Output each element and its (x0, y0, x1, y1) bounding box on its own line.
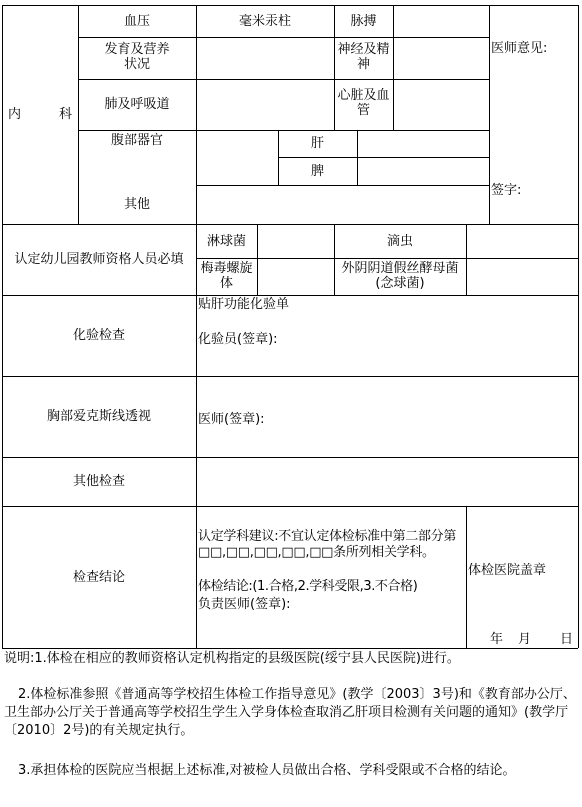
note-1: 说明:1.体检在相应的教师资格认定机构指定的县级医院(绥宁县人民医院)进行。 (4, 651, 460, 666)
lab-tester-signature: 化验员(签章): (198, 332, 278, 347)
neuro-label: 神经及精 神 (337, 42, 390, 72)
note-2: 2.体检标准参照《普通高等学校招生体检工作指导意见》(教学〔2003〕3号)和《教育部办公厅、卫生部办公厅关于普通高等学校招生学生入学身体检查取消乙肝项目检测有关问题的通知》(教学厅〔2010〕2号)的有关规定执行。 (4, 687, 576, 738)
development-label: 发育及营养 状况 (104, 42, 170, 72)
xray-label: 胸部爱克斯线透视 (46, 409, 151, 424)
blood-pressure-label: 血压 (123, 13, 150, 29)
subject-suggestion: 认定学科建议:不宜认定体检标准中第二部分第□□,□□,□□,□□,□□条所列相关学科。 (198, 529, 457, 560)
candida-label: 外阴阴道假丝酵母菌 (念球菌) (341, 261, 459, 291)
xray-doctor-signature: 医师(签章): (198, 412, 265, 427)
divider (196, 185, 489, 186)
other-exam-label: 其他检查 (72, 474, 125, 489)
conclusion-label: 检查结论 (72, 569, 125, 585)
heart-label: 心脏及血 管 (337, 88, 390, 118)
pulse-label: 脉搏 (350, 13, 377, 29)
abdomen-label: 腹部器官 (110, 133, 163, 148)
lab-label: 化验检查 (72, 328, 125, 343)
date-day: 日 (560, 632, 574, 647)
date-month: 月 (518, 632, 532, 647)
note-3: 3.承担体检的医院应当根据上述标准,对被检人员做出合格、学科受限或不合格的结论。 (18, 763, 516, 778)
trichomonas-label: 滴虫 (386, 233, 413, 249)
divider (466, 224, 467, 295)
divider (196, 5, 197, 648)
lab-attach-text: 贴肝功能化验单 (198, 297, 290, 312)
treponema-label: 梅毒螺旋 体 (200, 261, 253, 291)
hospital-seal-label: 体检医院盖章 (468, 563, 547, 578)
exam-result: 体检结论:(1.合格,2.学科受限,3.不合格) (198, 579, 418, 594)
signature-label: 签字: (491, 183, 522, 198)
divider (196, 258, 578, 259)
divider (466, 506, 467, 648)
divider (78, 37, 489, 38)
bp-unit-label: 毫米汞柱 (238, 13, 291, 29)
internal-label-left: 内 (8, 107, 22, 122)
doctor-opinion-label: 医师意见: (491, 41, 548, 56)
border-right (578, 5, 579, 648)
internal-label-right: 科 (59, 107, 73, 122)
divider (257, 224, 258, 295)
date-year: 年 (490, 632, 504, 647)
other-label: 其他 (123, 197, 150, 212)
divider (489, 5, 490, 224)
responsible-doctor-signature: 负责医师(签章): (198, 597, 291, 612)
liver-label: 肝 (310, 136, 324, 151)
gonococcus-label: 淋球菌 (206, 233, 246, 249)
spleen-label: 脾 (310, 163, 324, 179)
kindergarten-label: 认定幼儿园教师资格人员必填 (14, 252, 184, 267)
divider (393, 5, 394, 130)
lungs-label: 肺及呼吸道 (104, 97, 170, 112)
border-bottom (2, 648, 578, 649)
